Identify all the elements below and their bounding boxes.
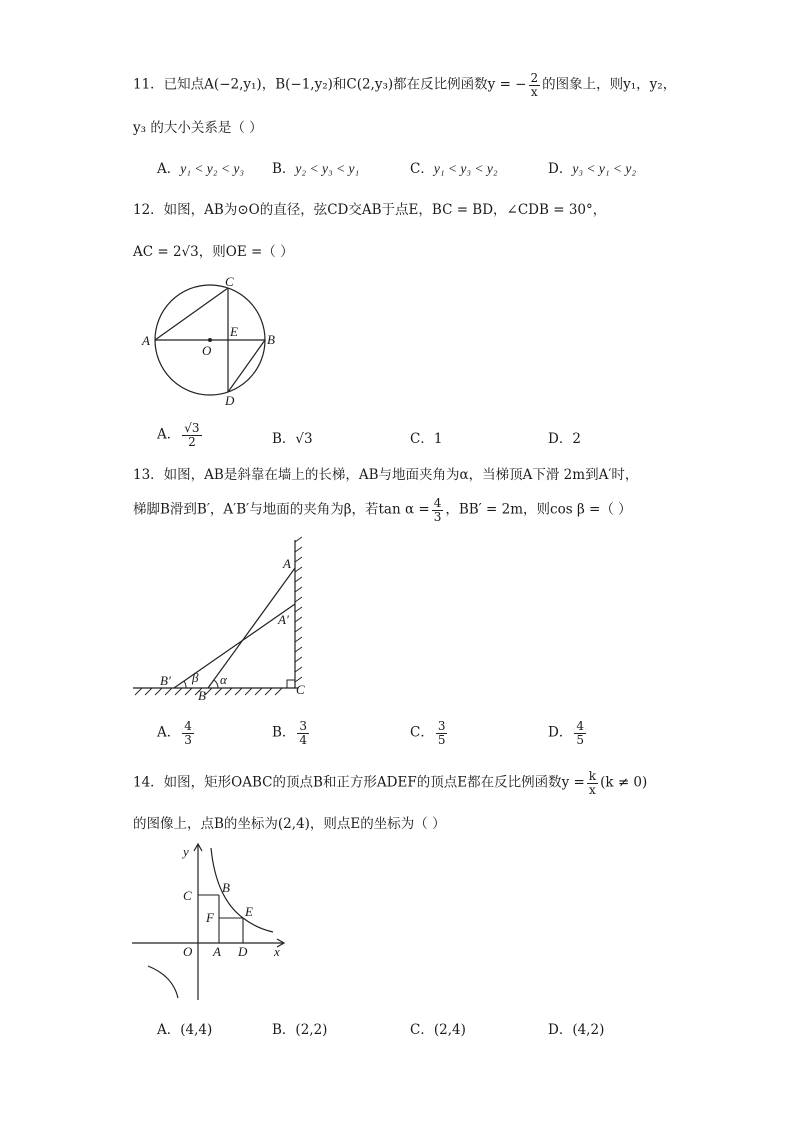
q11-fraction: $\frac{2}{x}$ xyxy=(530,71,539,99)
q12-stem-line2: AC = 2√3，则OE =（ ） xyxy=(133,244,294,260)
center-point xyxy=(208,338,212,342)
label-b: B xyxy=(267,332,275,347)
q11-option-a[interactable]: A．y₁ < y₂ < y₃ xyxy=(157,161,245,177)
label-alpha: α xyxy=(220,672,227,687)
label-d: D xyxy=(225,393,235,408)
label-beta: β xyxy=(192,670,199,685)
label-a: A xyxy=(283,556,291,571)
q12-option-d[interactable]: D．2 xyxy=(548,431,581,447)
q13-option-c[interactable]: C． $\frac{3}{5}$ xyxy=(410,719,446,747)
label-b: B xyxy=(222,880,230,895)
label-o: O xyxy=(183,944,193,959)
chord-bd xyxy=(228,340,265,392)
q11-option-c[interactable]: C．y₁ < y₃ < y₂ xyxy=(410,161,498,177)
q14-stem-line1: 14．如图，矩形OABC的顶点B和正方形ADEF的顶点E都在反比例函数y = $\frac{k}{x}$ (k ≠ 0) xyxy=(133,769,648,797)
q13-fraction: $\frac{4}{3}$ xyxy=(433,496,442,524)
label-f: F xyxy=(206,910,214,925)
q11-stem-line1 xyxy=(133,72,676,98)
hyperbola-branch-3 xyxy=(148,966,178,998)
q14-option-c[interactable]: C．(2,4) xyxy=(410,1022,466,1038)
q11-stem-text: 11．已知点A(−2,y₁)，B(−1,y₂)和C(2,y₃)都在反比例函数y = − xyxy=(133,76,527,93)
q14-option-b[interactable]: B．(2,2) xyxy=(272,1022,328,1038)
ladder-ab xyxy=(208,568,295,688)
q12-circle-figure xyxy=(135,272,285,412)
label-o: O xyxy=(202,343,212,358)
label-a: A xyxy=(142,333,150,348)
q13-stem-line1: 13．如图，AB是斜靠在墙上的长梯，AB与地面夹角为α，当梯顶A下滑 2m到A′时， xyxy=(133,467,639,483)
q11-option-b[interactable]: B．y₂ < y₃ < y₁ xyxy=(272,161,360,177)
q13-stem-line2: 梯脚B滑到B′，A′B′与地面的夹角为β，若tan α = $\frac{4}{3}$ ，BB′ = 2m，则cos β =（ ） xyxy=(133,496,632,524)
label-e: E xyxy=(245,904,253,919)
label-a: A xyxy=(213,944,221,959)
chord-ac xyxy=(155,288,228,340)
q14-option-d[interactable]: D．(4,2) xyxy=(548,1022,605,1038)
q11-stem-line2: y₃ 的大小关系是（ ） xyxy=(133,120,263,136)
q12-option-c[interactable]: C．1 xyxy=(410,431,443,447)
q14-stem-line2: 的图像上，点B的坐标为(2,4)，则点E的坐标为（ ） xyxy=(133,816,446,832)
q13-option-d[interactable]: D． $\frac{4}{5}$ xyxy=(548,719,584,747)
q12-option-b[interactable]: B．√3 xyxy=(272,431,313,447)
q14-coordinate-figure xyxy=(128,840,293,1005)
label-c: C xyxy=(225,274,234,289)
q13-ladder-figure xyxy=(130,532,320,704)
label-c: C xyxy=(183,888,192,903)
q13-option-b[interactable]: B． $\frac{3}{4}$ xyxy=(272,719,308,747)
label-c: C xyxy=(296,682,305,697)
label-b-prime: B′ xyxy=(160,673,171,688)
label-b: B xyxy=(198,688,206,703)
label-y: y xyxy=(183,844,189,859)
label-e: E xyxy=(230,324,238,339)
q11-stem-tail: 的图象上，则y₁，y₂， xyxy=(542,76,677,93)
label-a-prime: A′ xyxy=(278,612,289,627)
q14-option-a[interactable]: A．(4,4) xyxy=(157,1022,213,1038)
q12-option-a[interactable]: A． $\frac{√3}{2}$ xyxy=(157,421,200,449)
q13-option-a[interactable]: A． $\frac{4}{3}$ xyxy=(157,719,192,747)
q12-stem-line1: 12．如图，AB为⊙O的直径，弦CD交AB于点E，BC = BD，∠CDB = 30°， xyxy=(133,202,607,218)
q14-fraction: $\frac{k}{x}$ xyxy=(588,769,597,797)
hyperbola-branch-1 xyxy=(211,848,273,932)
label-x: x xyxy=(274,944,280,959)
q11-option-d[interactable]: D．y₃ < y₁ < y₂ xyxy=(548,161,637,177)
label-d: D xyxy=(238,944,248,959)
